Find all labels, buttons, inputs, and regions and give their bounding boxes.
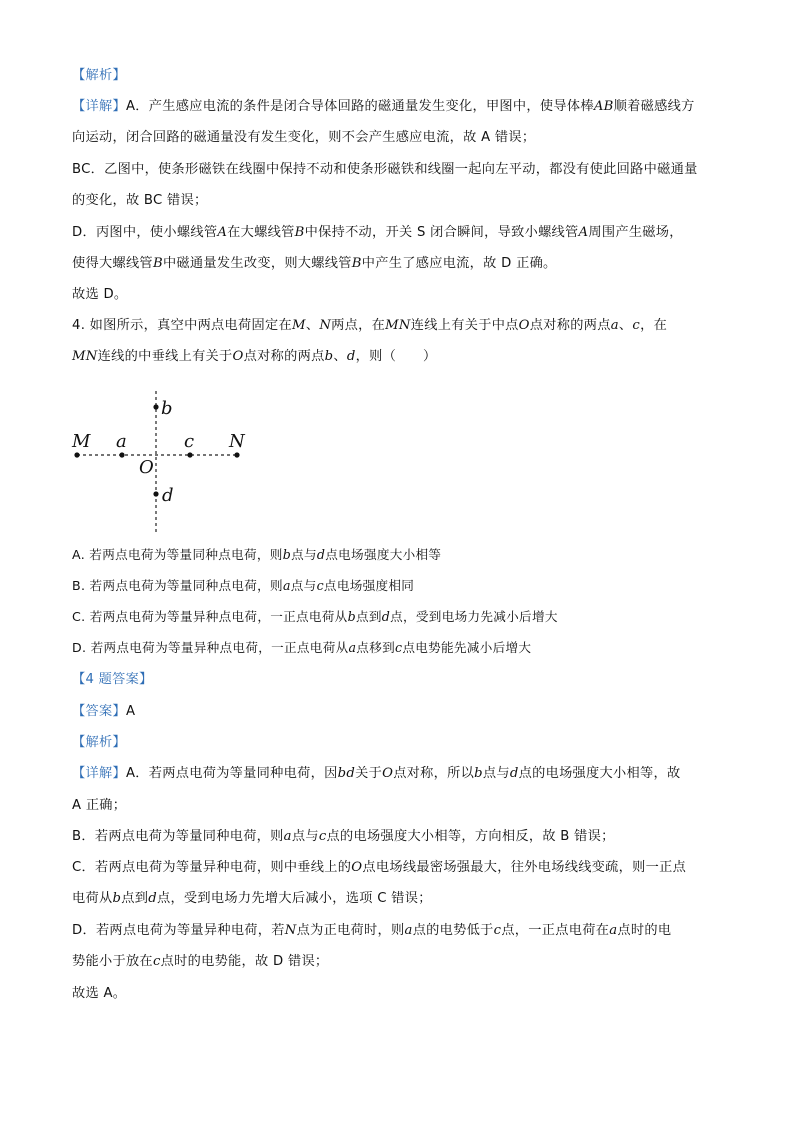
analysis-a-line-2: A 正确； — [72, 798, 127, 813]
answer-line — [72, 703, 135, 721]
prev-analysis-d-line-2: 使得大螺线管B中磁通量发生改变，则大螺线管B中产生了感应电流，故 D 正确。 — [72, 256, 557, 271]
point-a-dot — [119, 452, 124, 457]
answer-heading: 【4 题答案】 — [72, 672, 153, 687]
label-m: M — [72, 431, 91, 452]
analysis-c-line-1: C．若两点电荷为等量异种电荷，则中垂线上的O点电场线最密场强最大，往外电场线线变疏，则一正点 — [72, 860, 687, 875]
prev-analysis-bc-line-2: 的变化，故 BC 错误； — [72, 193, 208, 208]
point-b-dot — [153, 404, 158, 409]
prev-analysis-d-line-1: D．丙图中，使小螺线管A在大螺线管B中保持不动，开关 S 闭合瞬间，导致小螺线管A周围产生磁场， — [72, 225, 683, 240]
option-d: D. 若两点电荷为等量异种点电荷，一正点电荷从a点移到c点电势能先减小后增大 — [72, 640, 532, 655]
analysis-detail-label: 【详解】 — [72, 766, 126, 781]
point-n-dot — [234, 452, 239, 457]
option-b: B. 若两点电荷为等量同种点电荷，则a点与c点电场强度相同 — [72, 578, 415, 593]
label-a: a — [116, 431, 127, 452]
label-o: O — [139, 457, 154, 478]
option-a: A. 若两点电荷为等量同种点电荷，则b点与d点电场强度大小相等 — [72, 547, 442, 562]
point-c-dot — [187, 452, 192, 457]
label-n: N — [229, 431, 245, 452]
question-line-1: 4. 如图所示，真空中两点电荷固定在M、N两点，在MN连线上有关于中点O点对称的两点a、c，在 — [72, 318, 668, 333]
prev-analysis-tag: 【解析】 — [72, 68, 126, 83]
analysis-b-line: B．若两点电荷为等量同种电荷，则a点与c点的电场强度大小相等，方向相反，故 B 错误； — [72, 829, 615, 844]
point-m-dot — [74, 452, 79, 457]
analysis-d-line-2: 势能小于放在c点时的电势能，故 D 错误； — [72, 954, 329, 969]
prev-detail-label: 【详解】 — [72, 99, 126, 114]
question-line-2: MN连线的中垂线上有关于O点对称的两点b、d，则（ ） — [72, 349, 437, 364]
analysis-c-line-2: 电荷从b点到d点，受到电场力先增大后减小，选项 C 错误； — [72, 891, 432, 906]
prev-analysis-line-1: 【详解】A．产生感应电流的条件是闭合导体回路的磁通量发生变化，甲图中，使导体棒AB顺着磁感线方 — [72, 99, 695, 114]
prev-analysis-choose: 故选 D。 — [72, 287, 128, 302]
analysis-tag: 【解析】 — [72, 735, 126, 750]
prev-analysis-line-2: 向运动，闭合回路的磁通量没有发生变化，则不会产生感应电流，故 A 错误； — [72, 130, 536, 145]
analysis-a-line-1: 【详解】A．若两点电荷为等量同种电荷，因bd关于O点对称，所以b点与d点的电场强度大小相等，故 — [72, 766, 681, 781]
label-d: d — [162, 485, 174, 506]
analysis-choose: 故选 A。 — [72, 986, 127, 1001]
answer-label: 【答案】 — [72, 704, 126, 719]
answer-value: A — [125, 704, 136, 719]
analysis-d-line-1: D．若两点电荷为等量异种电荷，若N点为正电荷时，则a点的电势低于c点，一正点电荷在a点时的电 — [72, 923, 672, 938]
option-c: C. 若两点电荷为等量异种点电荷，一正点电荷从b点到d点，受到电场力先减小后增大 — [72, 609, 558, 624]
point-d-dot — [153, 491, 158, 496]
prev-analysis-bc-line-1: BC．乙图中，使条形磁铁在线圈中保持不动和使条形磁铁和线圈一起向左平动，都没有使此回路中磁通量 — [72, 162, 698, 177]
charge-diagram — [60, 385, 280, 540]
label-b: b — [161, 398, 173, 419]
label-c: c — [184, 431, 195, 452]
